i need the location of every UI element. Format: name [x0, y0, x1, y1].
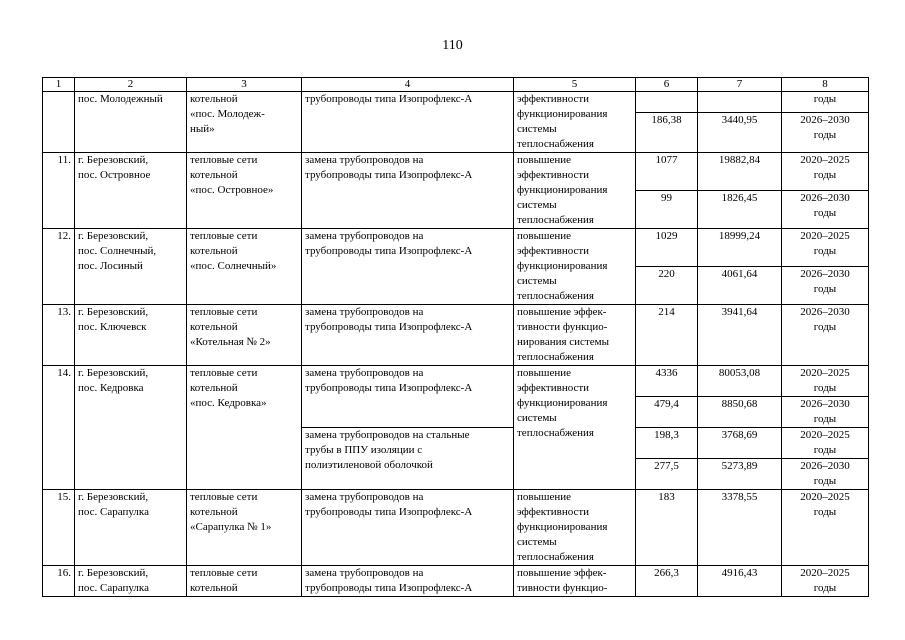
length-cell: 214: [636, 305, 698, 366]
cell-line: эффективности: [517, 93, 590, 105]
length-cell: 183: [636, 490, 698, 566]
table-row: [43, 305, 869, 366]
cell-line: пос. Молодежный: [78, 93, 163, 105]
cell-line: системы: [517, 412, 557, 424]
table-row: [43, 92, 869, 113]
cost-cell: 18999,24: [698, 229, 782, 267]
cell-line: 2020–2025: [800, 230, 850, 242]
table-row: [43, 366, 869, 397]
cell-line: годы: [813, 582, 837, 594]
cell-line: системы: [517, 275, 557, 287]
cell-line: 2026–2030: [800, 306, 850, 318]
cost-cell: 19882,84: [698, 153, 782, 191]
header-row: [43, 78, 869, 92]
cell-line: г. Березовский,: [78, 306, 149, 318]
length-cell: 186,38: [636, 112, 698, 152]
row-number: 13.: [43, 305, 75, 366]
cell-line: теплоснабжения: [517, 138, 594, 150]
cell-line: теплоснабжения: [517, 351, 594, 363]
cell-line: пос. Лосиный: [78, 260, 143, 272]
cell-line: 2020–2025: [800, 367, 850, 379]
header-cell-8: 8: [782, 78, 869, 92]
row-number: [43, 92, 75, 153]
cell-line: ный»: [190, 123, 215, 135]
cell-line: годы: [813, 169, 837, 181]
cell-line: теплоснабжения: [517, 427, 594, 439]
goal-cell: [514, 566, 636, 597]
cell-line: функционирования: [517, 521, 608, 533]
cell-line: системы: [517, 536, 557, 548]
settlement-cell: [75, 229, 187, 305]
goal-cell: [514, 490, 636, 566]
cell-line: замена трубопроводов на стальные: [305, 429, 470, 441]
header-cell-6: 6: [636, 78, 698, 92]
length-cell: 266,3: [636, 566, 698, 597]
cell-line: годы: [813, 382, 837, 394]
cell-line: функционирования: [517, 260, 608, 272]
cell-line: 2026–2030: [800, 268, 850, 280]
length-cell: 99: [636, 191, 698, 229]
period-cell: [782, 397, 869, 428]
cell-line: котельной: [190, 582, 238, 594]
cell-line: повышение эффек-: [517, 306, 607, 318]
cell-line: годы: [813, 321, 837, 333]
cell-line: г. Березовский,: [78, 367, 149, 379]
header-cell-5: 5: [514, 78, 636, 92]
cell-line: повышение: [517, 367, 571, 379]
settlement-cell: [75, 566, 187, 597]
cell-line: тепловые сети: [190, 230, 258, 242]
page-number: 110: [442, 38, 463, 53]
cell-line: «Сарапулка № 1»: [190, 521, 272, 533]
cell-line: пос. Сарапулка: [78, 582, 149, 594]
cell-line: котельной: [190, 169, 238, 181]
cell-line: трубопроводы типа Изопрофлекс-А: [305, 506, 473, 518]
cell-line: замена трубопроводов на: [305, 491, 424, 503]
cell-line: 2026–2030: [800, 192, 850, 204]
cell-line: годы: [813, 506, 837, 518]
cell-line: г. Березовский,: [78, 491, 149, 503]
cell-line: «пос. Островное»: [190, 184, 274, 196]
measure-description-cell: [302, 229, 514, 305]
measure-description-cell: [302, 153, 514, 229]
cell-line: годы: [813, 283, 837, 295]
cell-line: трубопроводы типа Изопрофлекс-А: [305, 245, 473, 257]
period-cell: [782, 566, 869, 597]
cell-line: трубопроводы типа Изопрофлекс-А: [305, 382, 473, 394]
cell-line: тепловые сети: [190, 306, 258, 318]
length-cell: 220: [636, 267, 698, 305]
header-cell-3: 3: [187, 78, 302, 92]
cell-line: замена трубопроводов на: [305, 567, 424, 579]
goal-cell: [514, 305, 636, 366]
period-cell: [782, 366, 869, 397]
cell-line: повышение: [517, 230, 571, 242]
measure-description-cell: [302, 366, 514, 428]
cell-line: трубопроводы типа Изопрофлекс-А: [305, 169, 473, 181]
cell-line: котельной: [190, 382, 238, 394]
length-cell: 1029: [636, 229, 698, 267]
cell-line: трубопроводы типа Изопрофлекс-А: [305, 93, 473, 105]
cell-line: замена трубопроводов на: [305, 306, 424, 318]
period-cell: [782, 267, 869, 305]
heat-network-cell: [187, 153, 302, 229]
row-number: 14.: [43, 366, 75, 490]
cell-line: повышение: [517, 154, 571, 166]
heat-network-cell: [187, 305, 302, 366]
period-cell: [782, 112, 869, 152]
cell-line: трубопроводы типа Изопрофлекс-А: [305, 321, 473, 333]
cell-line: «Котельная № 2»: [190, 336, 271, 348]
cell-line: эффективности: [517, 382, 590, 394]
cell-line: 2020–2025: [800, 154, 850, 166]
cost-cell: 80053,08: [698, 366, 782, 397]
cell-line: 2020–2025: [800, 491, 850, 503]
header-cell-4: 4: [302, 78, 514, 92]
row-number: 11.: [43, 153, 75, 229]
measure-description-cell: [302, 566, 514, 597]
settlement-cell: [75, 490, 187, 566]
cell-line: тивности функцио-: [517, 321, 608, 333]
period-cell: [782, 305, 869, 366]
table-row: [43, 566, 869, 597]
period-cell: [782, 490, 869, 566]
cell-line: 2020–2025: [800, 567, 850, 579]
heat-network-cell: [187, 366, 302, 490]
cell-line: полиэтиленовой оболочкой: [305, 459, 433, 471]
heat-network-cell: [187, 566, 302, 597]
cost-cell: 4916,43: [698, 566, 782, 597]
cell-line: теплоснабжения: [517, 551, 594, 563]
length-cell: 4336: [636, 366, 698, 397]
cell-line: повышение эффек-: [517, 567, 607, 579]
cell-line: 2026–2030: [800, 398, 850, 410]
goal-cell: [514, 153, 636, 229]
measure-description-cell: [302, 428, 514, 490]
goal-cell: [514, 366, 636, 490]
cell-line: 2026–2030: [800, 460, 850, 472]
cell-line: «пос. Солнечный»: [190, 260, 277, 272]
cost-cell: 8850,68: [698, 397, 782, 428]
cell-line: «пос. Кедровка»: [190, 397, 267, 409]
length-cell: 198,3: [636, 428, 698, 459]
cell-line: функционирования: [517, 184, 608, 196]
cost-cell: 3378,55: [698, 490, 782, 566]
measures-table: [42, 77, 869, 597]
cell-line: котельной: [190, 245, 238, 257]
cell-line: тивности функцио-: [517, 582, 608, 594]
heat-network-cell: [187, 490, 302, 566]
cell-line: эффективности: [517, 245, 590, 257]
cost-cell: [698, 92, 782, 113]
cell-line: тепловые сети: [190, 567, 258, 579]
cost-cell: 4061,64: [698, 267, 782, 305]
cost-cell: 3768,69: [698, 428, 782, 459]
cell-line: пос. Солнечный,: [78, 245, 157, 257]
period-cell: [782, 229, 869, 267]
measure-description-cell: [302, 305, 514, 366]
cell-line: системы: [517, 123, 557, 135]
cell-line: годы: [813, 128, 837, 141]
cell-line: годы: [813, 245, 837, 257]
cell-line: тепловые сети: [190, 154, 258, 166]
header-cell-2: 2: [75, 78, 187, 92]
cell-line: годы: [813, 413, 837, 425]
header-cell-1: 1: [43, 78, 75, 92]
cell-line: 2026–2030: [800, 113, 850, 126]
cost-cell: 3941,64: [698, 305, 782, 366]
cell-line: годы: [813, 93, 837, 105]
cell-line: системы: [517, 199, 557, 211]
length-cell: 277,5: [636, 459, 698, 490]
table-row: [43, 229, 869, 267]
heat-network-cell: [187, 229, 302, 305]
measure-description-cell: [302, 490, 514, 566]
measure-description-cell: [302, 92, 514, 153]
cost-cell: 3440,95: [698, 112, 782, 152]
row-number: 16.: [43, 566, 75, 597]
cell-line: котельной: [190, 506, 238, 518]
cell-line: трубы в ППУ изоляции с: [305, 444, 423, 456]
period-cell: [782, 92, 869, 113]
cell-line: функционирования: [517, 397, 608, 409]
table-row: [43, 153, 869, 191]
cell-line: г. Березовский,: [78, 567, 149, 579]
row-number: 12.: [43, 229, 75, 305]
settlement-cell: [75, 153, 187, 229]
cell-line: замена трубопроводов на: [305, 230, 424, 242]
cell-line: замена трубопроводов на: [305, 367, 424, 379]
header-cell-7: 7: [698, 78, 782, 92]
cell-line: 2020–2025: [800, 429, 850, 441]
cell-line: г. Березовский,: [78, 230, 149, 242]
cell-line: годы: [813, 444, 837, 456]
length-cell: 479,4: [636, 397, 698, 428]
cell-line: эффективности: [517, 169, 590, 181]
length-cell: 1077: [636, 153, 698, 191]
heat-network-cell: [187, 92, 302, 153]
cell-line: г. Березовский,: [78, 154, 149, 166]
settlement-cell: [75, 366, 187, 490]
cell-line: тепловые сети: [190, 491, 258, 503]
settlement-cell: [75, 305, 187, 366]
cell-line: тепловые сети: [190, 367, 258, 379]
cell-line: повышение: [517, 491, 571, 503]
cell-line: нирования системы: [517, 336, 609, 348]
cell-line: котельной: [190, 93, 238, 105]
length-cell: [636, 92, 698, 113]
cell-line: теплоснабжения: [517, 214, 594, 226]
cell-line: годы: [813, 207, 837, 219]
cell-line: эффективности: [517, 506, 590, 518]
cell-line: пос. Кедровка: [78, 382, 144, 394]
row-number: 15.: [43, 490, 75, 566]
table-row: [43, 490, 869, 566]
cell-line: замена трубопроводов на: [305, 154, 424, 166]
period-cell: [782, 191, 869, 229]
cell-line: котельной: [190, 321, 238, 333]
period-cell: [782, 459, 869, 490]
cell-line: пос. Сарапулка: [78, 506, 149, 518]
cost-cell: 1826,45: [698, 191, 782, 229]
cell-line: «пос. Молодеж-: [190, 108, 265, 120]
period-cell: [782, 153, 869, 191]
settlement-cell: [75, 92, 187, 153]
cell-line: пос. Островное: [78, 169, 151, 181]
cell-line: годы: [813, 475, 837, 487]
goal-cell: [514, 92, 636, 153]
cell-line: пос. Ключевск: [78, 321, 147, 333]
cell-line: трубопроводы типа Изопрофлекс-А: [305, 582, 473, 594]
period-cell: [782, 428, 869, 459]
goal-cell: [514, 229, 636, 305]
cell-line: функционирования: [517, 108, 608, 120]
cell-line: теплоснабжения: [517, 290, 594, 302]
cost-cell: 5273,89: [698, 459, 782, 490]
